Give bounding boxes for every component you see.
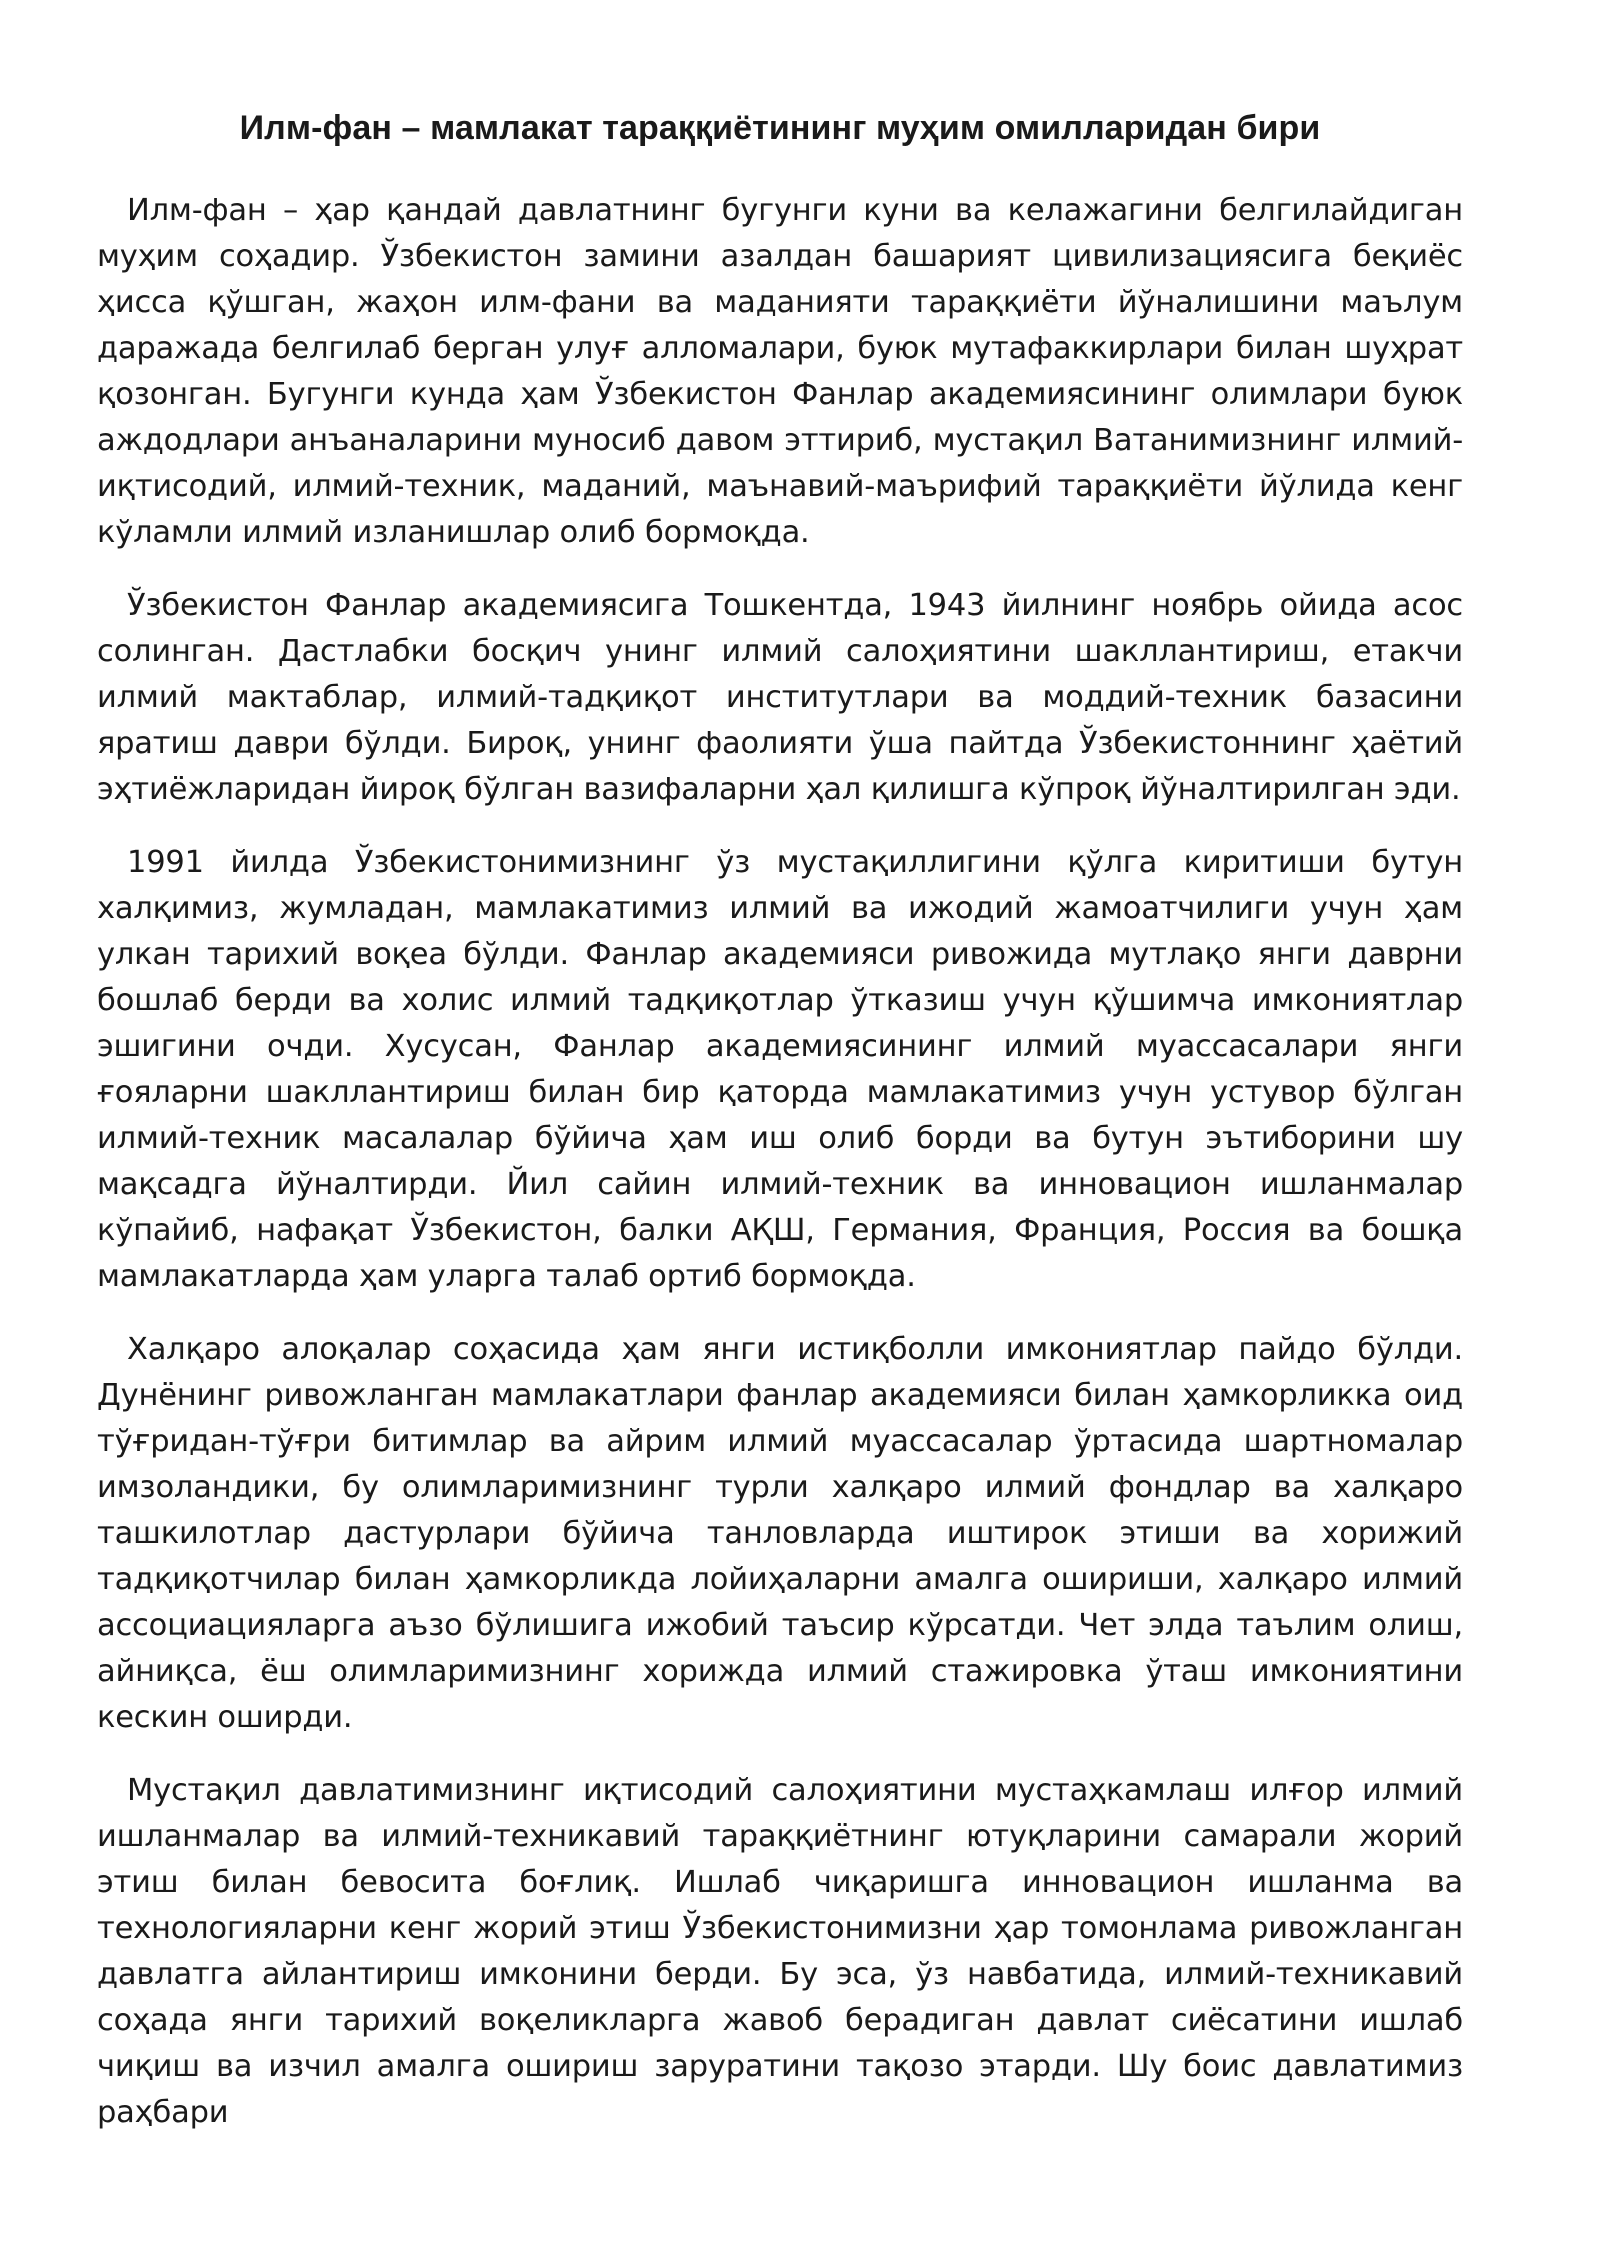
document-title: Илм-фан – мамлакат тараққиётининг муҳим омилларидан бири [239,109,1321,147]
document-page [97,104,1463,2163]
paragraph-3: 1991 йилда Ўзбекистонимизнинг ўз мустақиллигини қўлга киритиши бутун халқимиз, жумладан, мамлакатимиз илмий ва ижодий жамоатчилиги учун ҳам улкан тарихий воқеа бўлди. Фанлар академияси ривожида мутлақо янги даврни бошлаб берди ва холис илмий тадқиқотлар ўтказиш учун қўшимча имкониятлар эшигини очди. Хусусан, Фанлар академиясининг илмий муассасалари янги ғояларни шакллантириш билан бир қаторда мамлакатимиз учун устувор бўлган илмий-техник масалалар бўйича ҳам иш олиб борди ва бутун эътиборини шу мақсадга йўналтирди. Йил сайин илмий-техник ва инновацион ишланмалар кўпайиб, нафақат Ўзбекистон, балки АҚШ, Германия, Франция, Россия ва бошқа мамлакатларда ҳам уларга талаб ортиб бормоқда. [97,845,1463,1294]
paragraph-4: Халқаро алоқалар соҳасида ҳам янги истиқболли имкониятлар пайдо бўлди. Дунёнинг ривожланган мамлакатлари фанлар академияси билан ҳамкорликка оид тўғридан-тўғри битимлар ва айрим илмий муассасалар ўртасида шартномалар имзоландики, бу олимларимизнинг турли халқаро илмий фондлар ва халқаро ташкилотлар дастурлари бўйича танловларда иштирок этиши ва хорижий тадқиқотчилар билан ҳамкорликда лойиҳаларни амалга ошириши, халқаро илмий ассоциацияларга аъзо бўлишига ижобий таъсир кўрсатди. Чет элда таълим олиш, айниқса, ёш олимларимизнинг хорижда илмий стажировка ўташ имкониятини кескин оширди. [97,1332,1463,1735]
paragraph-2: Ўзбекистон Фанлар академиясига Тошкентда, 1943 йилнинг ноябрь ойида асос солинган. Дастлабки босқич унинг илмий салоҳиятини шакллантириш, етакчи илмий мактаблар, илмий-тадқиқот институтлари ва моддий-техник базасини яратиш даври бўлди. Бироқ, унинг фаолияти ўша пайтда Ўзбекистоннинг ҳаётий эҳтиёжларидан йироқ бўлган вазифаларни ҳал қилишга кўпроқ йўналтирилган эди. [97,588,1463,807]
paragraph-5: Мустақил давлатимизнинг иқтисодий салоҳиятини мустаҳкамлаш илғор илмий ишланмалар ва илмий-техникавий тараққиётнинг ютуқларини самарали жорий этиш билан бевосита боғлиқ. Ишлаб чиқаришга инновацион ишланма ва технологияларни кенг жорий этиш Ўзбекистонимизни ҳар томонлама ривожланган давлатга айлантириш имконини берди. Бу эса, ўз навбатида, илмий-техникавий соҳада янги тарихий воқеликларга жавоб берадиган давлат сиёсатини ишлаб чиқиш ва изчил амалга ошириш заруратини тақозо этарди. Шу боис давлатимиз раҳбари [97,1773,1463,2130]
paragraph-1: Илм-фан – ҳар қандай давлатнинг бугунги куни ва келажагини белгилайдиган муҳим соҳадир. Ўзбекистон замини азалдан башарият цивилизациясига беқиёс ҳисса қўшган, жаҳон илм-фани ва маданияти тараққиёти йўналишини маълум даражада белгилаб берган улуғ алломалари, буюк мутафаккирлари билан шуҳрат қозонган. Бугунги кунда ҳам Ўзбекистон Фанлар академиясининг олимлари буюк аждодлари анъаналарини муносиб давом эттириб, мустақил Ватанимизнинг илмий-иқтисодий, илмий-техник, маданий, маънавий-маърифий тараққиёти йўлида кенг кўламли илмий изланишлар олиб бормоқда. [97,193,1463,550]
